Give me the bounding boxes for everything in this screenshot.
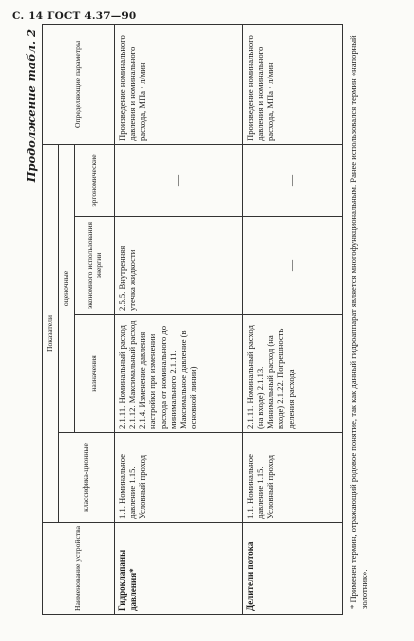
- rotated-table-page: [24, 25, 386, 615]
- header-classification: классифика-ционные: [59, 433, 115, 523]
- header-indicators: Показатели: [43, 144, 59, 522]
- header-device: Наименование устройства: [43, 523, 115, 615]
- table-row: [115, 24, 243, 614]
- row-purpose: 2.1.11. Номинальный расход 2.1.12. Максимальный расход 2.1.4. Изменение давления настройки при изменении расхода от номинального до минимального 2.1.11. Максимальное давление (в основной линии): [115, 315, 243, 433]
- row-economy: 2.5.5. Внутренняя утечка жидкости: [115, 217, 243, 315]
- row-classification: 1.1. Номинальное давление 1.15. Условный проход: [115, 433, 243, 523]
- footnote: * Применен термин, отражающий родовое понятие, так как данный гидроаппарат является многофункциональным. Ранее использовался термин «напорный золотник».: [348, 35, 370, 609]
- row-classification: 1.1. Номинальное давление 1.15. Условный проход: [243, 433, 343, 523]
- row-determining: Произведение номинального давления и номинального расхода, МПа · л/мин: [243, 24, 343, 144]
- specification-table: [42, 24, 343, 615]
- table-caption: Продолжение табл. 2: [24, 29, 38, 183]
- row-device: Гидроклапаны давления*: [115, 523, 243, 615]
- header-evaluative: оценочные: [59, 144, 75, 432]
- row-ergonomic: —: [243, 144, 343, 216]
- row-economy: —: [243, 217, 343, 315]
- row-ergonomic: —: [115, 144, 243, 216]
- header-ergonomic: эргономические: [75, 144, 115, 216]
- row-device: Делители потока: [243, 523, 343, 615]
- page-header: С. 14 ГОСТ 4.37—90: [12, 10, 137, 22]
- row-purpose: 2.1.11. Номинальный расход (на входе) 2.1.13. Минимальный расход (на входе) 2.1.22. Погрешность деления расхода: [243, 315, 343, 433]
- header-purpose: назначения: [75, 315, 115, 433]
- header-economy: экономного использования энергии: [75, 217, 115, 315]
- header-determining: Определяющие параметры: [43, 24, 115, 144]
- table-row: [243, 24, 343, 614]
- row-determining: Произведение номинального давления и номинального расхода, МПа · л/мин: [115, 24, 243, 144]
